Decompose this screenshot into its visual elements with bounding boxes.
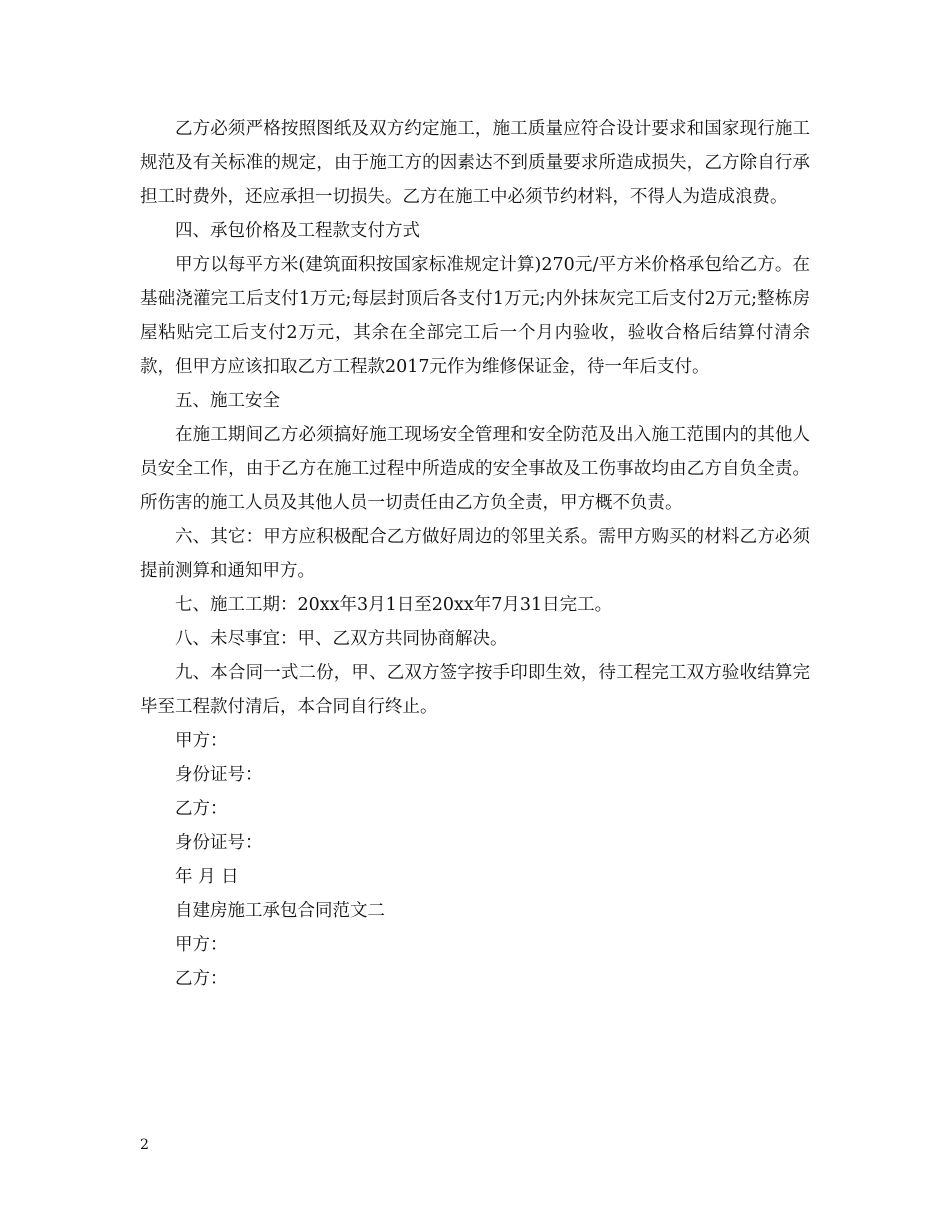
signature-date: 年 月 日 [175, 867, 239, 887]
paragraph-quality-clause: 乙方必须严格按照图纸及双方约定施工，施工质量应符合设计要求和国家现行施工规范及有关标准的规定，由于施工方的因素达不到质量要求所造成损失，乙方除自行承担工时费外，还应承担一切损失。乙方在施工中必须节约材料，不得人为造成浪费。 [140, 119, 810, 207]
second-party-b: 乙方： [175, 969, 228, 989]
paragraph-other: 六、其它：甲方应积极配合乙方做好周边的邻里关系。需甲方购买的材料乙方必须提前测算和通知甲方。 [140, 527, 810, 581]
page-number: 2 [140, 1137, 149, 1153]
signature-id-b: 身份证号： [175, 833, 263, 853]
signature-party-a: 甲方： [175, 731, 228, 751]
paragraph-copies: 九、本合同一式二份，甲、乙双方签字按手印即生效，待工程完工双方验收结算完毕至工程款付清后，本合同自行终止。 [140, 663, 810, 717]
signature-party-b: 乙方： [175, 799, 228, 819]
paragraph-unresolved: 八、未尽事宜：甲、乙双方共同协商解决。 [175, 629, 508, 649]
signature-id-a: 身份证号： [175, 765, 263, 785]
paragraph-schedule: 七、施工工期：20xx年3月1日至20xx年7月31日完工。 [175, 595, 613, 615]
second-contract-title: 自建房施工承包合同范文二 [175, 901, 385, 921]
paragraph-safety: 在施工期间乙方必须搞好施工现场安全管理和安全防范及出入施工范围内的其他人员安全工作，由于乙方在施工过程中所造成的安全事故及工伤事故均由乙方自负全责。所伤害的施工人员及其他人员一切责任由乙方负全责，甲方概不负责。 [140, 425, 810, 513]
heading-section-five: 五、施工安全 [175, 391, 280, 411]
document-body [140, 112, 810, 996]
heading-section-four: 四、承包价格及工程款支付方式 [175, 221, 420, 241]
second-party-a: 甲方： [175, 935, 228, 955]
paragraph-price-payment: 甲方以每平方米(建筑面积按国家标准规定计算)270元/平方米价格承包给乙方。在基础浇灌完工后支付1万元;每层封顶后各支付1万元;内外抹灰完工后支付2万元;整栋房屋粘贴完工后支付2万元，其余在全部完工后一个月内验收，验收合格后结算付清余款，但甲方应该扣取乙方工程款2017元作为维修保证金，待一年后支付。 [140, 255, 810, 377]
